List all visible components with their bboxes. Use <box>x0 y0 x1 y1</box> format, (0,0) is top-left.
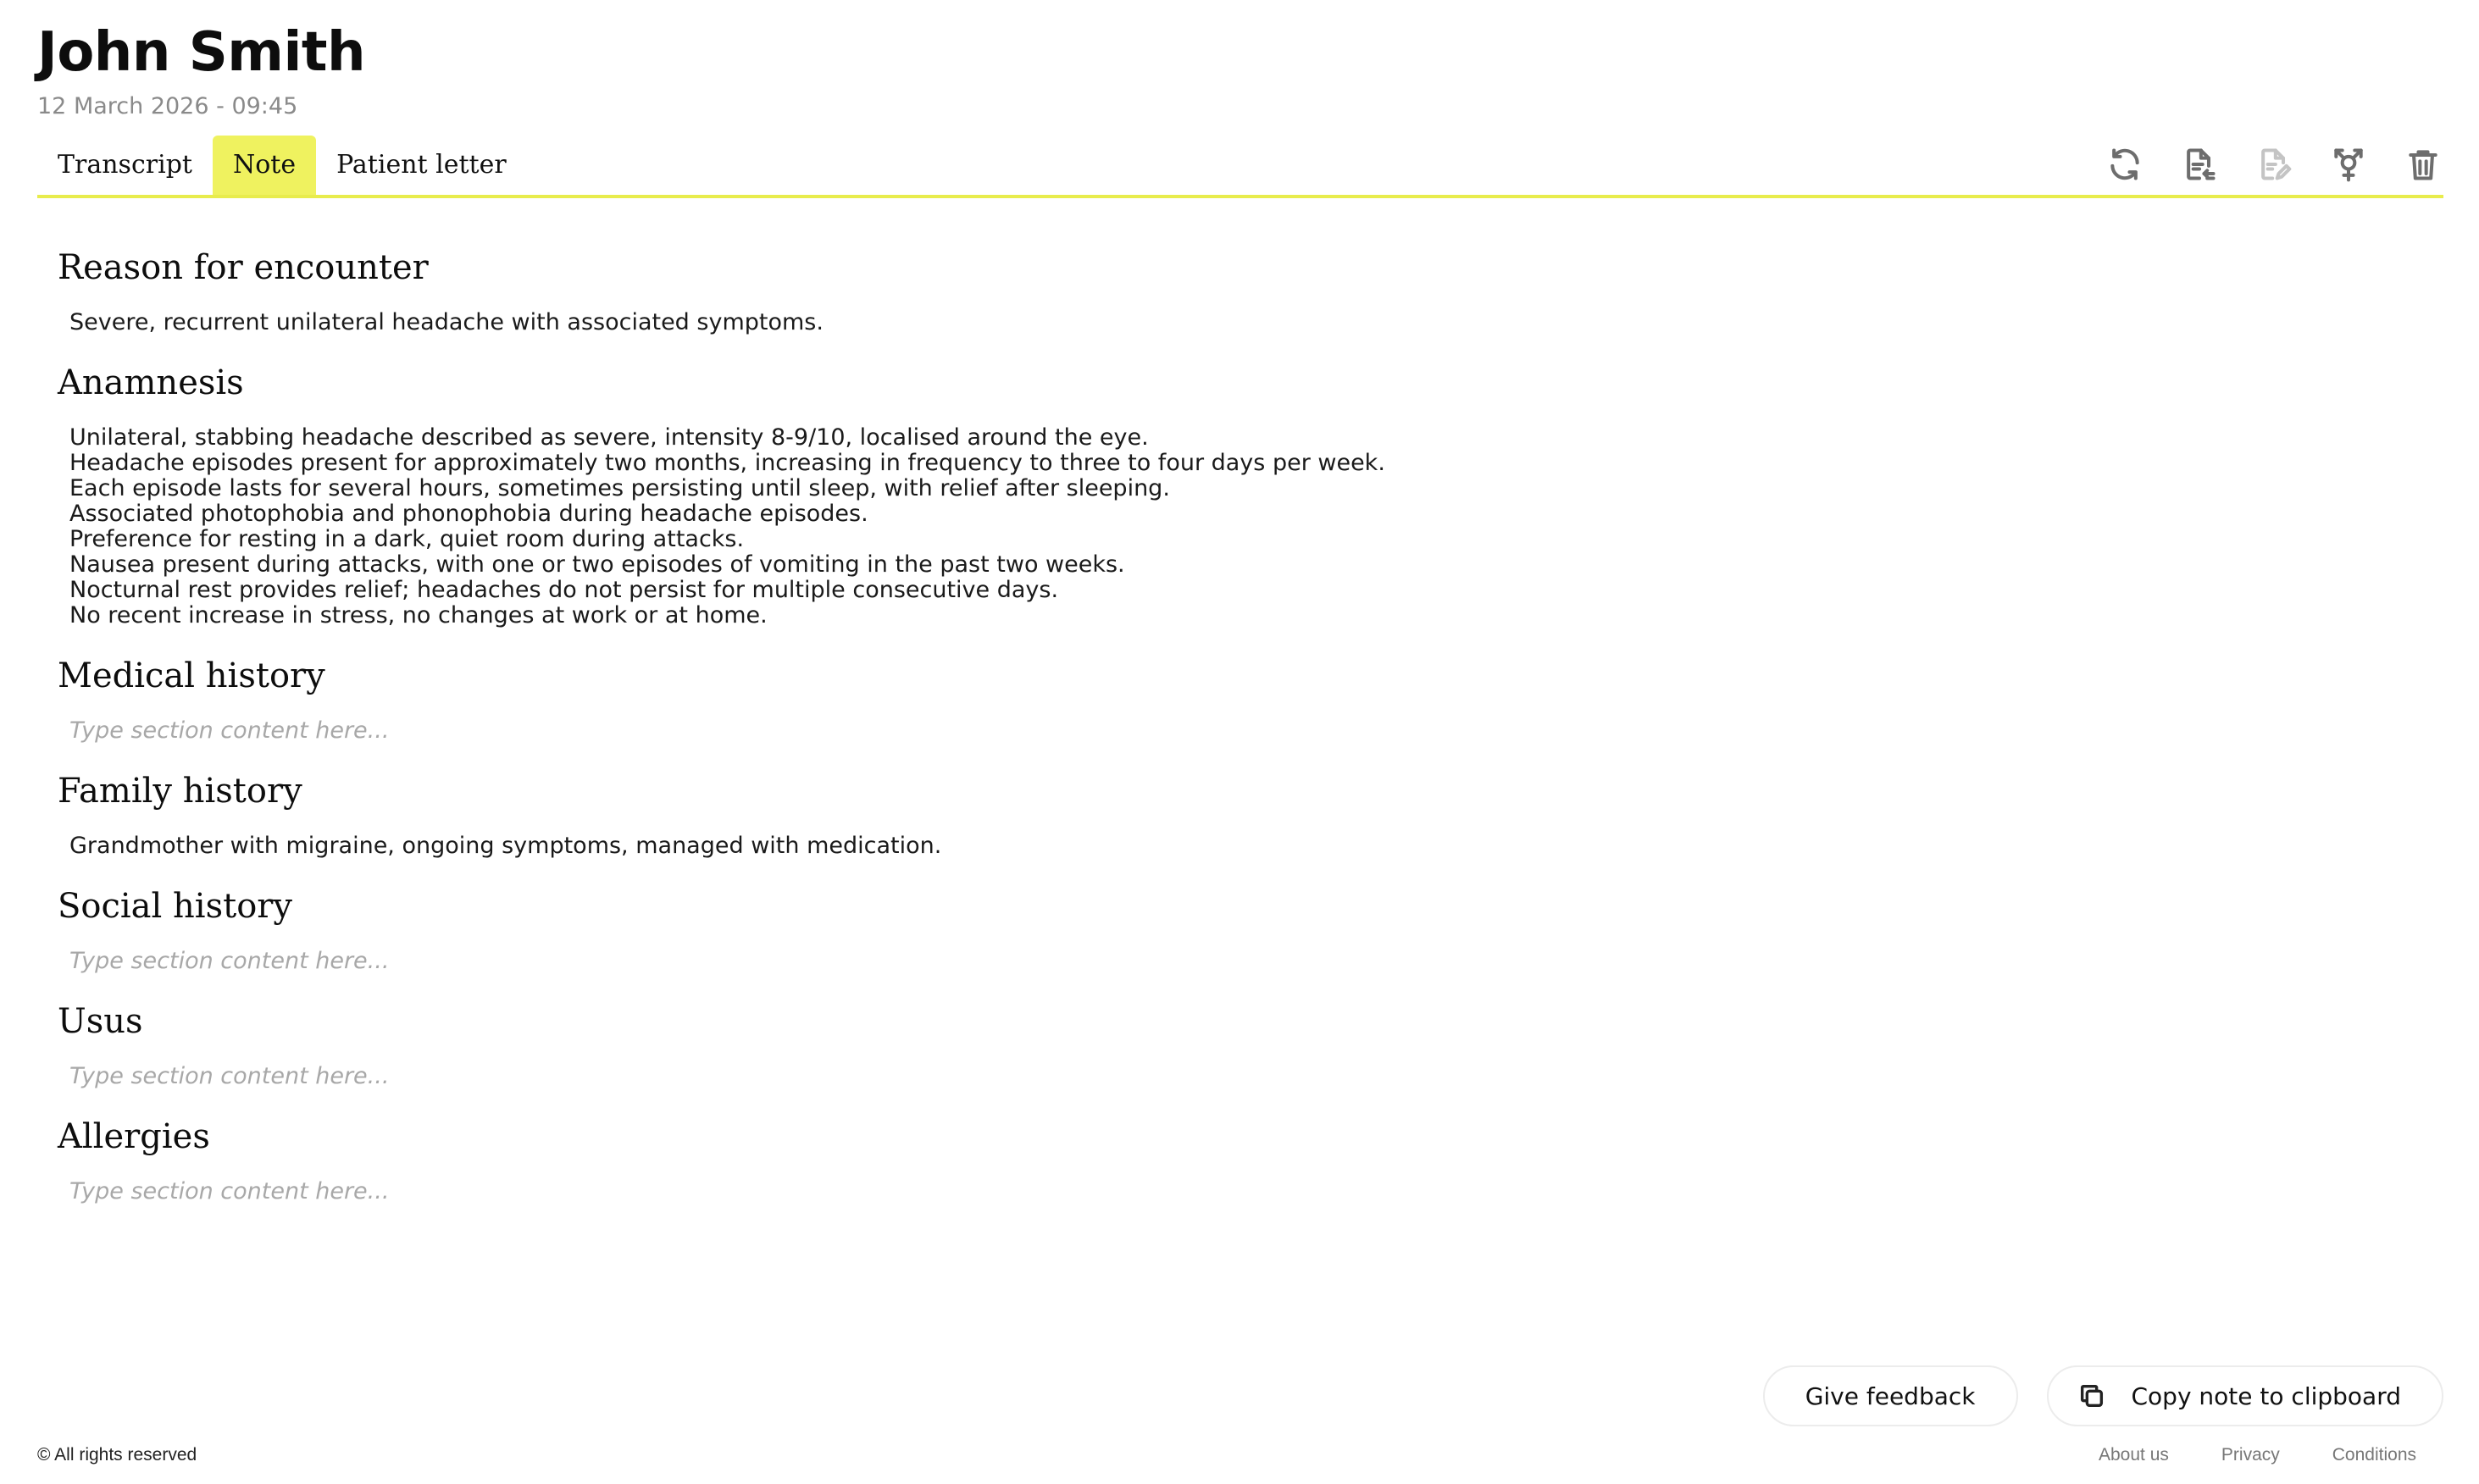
section-input[interactable]: Type section content here... <box>69 948 390 974</box>
section-body[interactable] <box>58 408 2413 651</box>
section-input[interactable]: Type section content here... <box>69 1063 390 1089</box>
note-toolbar <box>2105 144 2443 185</box>
note-content <box>58 242 2413 1227</box>
edit-document-button[interactable] <box>2254 144 2294 185</box>
tabs <box>37 136 527 195</box>
tab-transcript[interactable]: Transcript <box>58 150 192 180</box>
section-title: Social history <box>58 887 292 926</box>
tab-bar <box>37 136 2443 198</box>
section-line: Associated photophobia and phonophobia during headache episodes. <box>69 501 868 527</box>
section-input[interactable]: Type section content here... <box>69 717 390 744</box>
trash-icon <box>2404 146 2442 183</box>
tab-patient-letter[interactable]: Patient letter <box>336 150 507 180</box>
patient-name: John Smith <box>37 21 366 84</box>
section-usus <box>58 996 2413 1111</box>
section-body[interactable] <box>58 293 2413 357</box>
section-title: Anamnesis <box>58 363 244 402</box>
document-transfer-icon <box>2181 146 2218 183</box>
section-input[interactable]: Type section content here... <box>69 1178 390 1204</box>
footer <box>37 1445 2443 1470</box>
section-title: Allergies <box>58 1117 210 1156</box>
footer-link-about[interactable]: About us <box>2099 1445 2169 1465</box>
section-anamnesis <box>58 357 2413 651</box>
section-title: Usus <box>58 1002 143 1041</box>
refresh-icon <box>2106 146 2143 183</box>
section-family-history <box>58 766 2413 881</box>
encounter-datetime: 12 March 2026 - 09:45 <box>37 93 298 119</box>
gender-button[interactable] <box>2328 144 2369 185</box>
note-actions <box>1763 1365 2443 1426</box>
section-title: Reason for encounter <box>58 248 429 287</box>
copy-note-label: Copy note to clipboard <box>2131 1382 2401 1410</box>
section-line: No recent increase in stress, no changes at work or at home. <box>69 602 768 628</box>
section-title: Family history <box>58 772 302 811</box>
section-reason-for-encounter <box>58 242 2413 357</box>
section-allergies <box>58 1111 2413 1227</box>
give-feedback-label: Give feedback <box>1805 1382 1976 1410</box>
delete-button[interactable] <box>2403 144 2443 185</box>
copyright: © All rights reserved <box>37 1445 197 1465</box>
copy-icon <box>2077 1382 2106 1410</box>
give-feedback-button[interactable] <box>1763 1365 2018 1426</box>
footer-link-privacy[interactable]: Privacy <box>2221 1445 2280 1465</box>
section-social-history <box>58 881 2413 996</box>
footer-link-conditions[interactable]: Conditions <box>2332 1445 2416 1465</box>
section-line: Nocturnal rest provides relief; headaches do not persist for multiple consecutive days. <box>69 577 1059 603</box>
document-transfer-button[interactable] <box>2179 144 2220 185</box>
section-medical-history <box>58 651 2413 766</box>
section-line: Unilateral, stabbing headache described as severe, intensity 8-9/10, localised around the eye. <box>69 424 1149 451</box>
section-line: Preference for resting in a dark, quiet room during attacks. <box>69 526 745 552</box>
section-line: Nausea present during attacks, with one or two episodes of vomiting in the past two weeks. <box>69 551 1125 578</box>
section-line: Grandmother with migraine, ongoing symptoms, managed with medication. <box>69 833 942 859</box>
section-body[interactable] <box>58 817 2413 881</box>
section-line: Headache episodes present for approximately two months, increasing in frequency to three to four days per week. <box>69 450 1385 476</box>
copy-note-button[interactable] <box>2047 1365 2444 1426</box>
tab-note[interactable]: Note <box>213 136 316 195</box>
footer-links <box>2099 1445 2416 1465</box>
section-title: Medical history <box>58 656 325 695</box>
section-line: Severe, recurrent unilateral headache with associated symptoms. <box>69 309 824 335</box>
gender-icon <box>2330 146 2367 183</box>
document-edit-icon <box>2255 146 2293 183</box>
section-line: Each episode lasts for several hours, sometimes persisting until sleep, with relief after sleeping. <box>69 475 1170 501</box>
patient-header <box>37 19 365 119</box>
regenerate-button[interactable] <box>2105 144 2145 185</box>
